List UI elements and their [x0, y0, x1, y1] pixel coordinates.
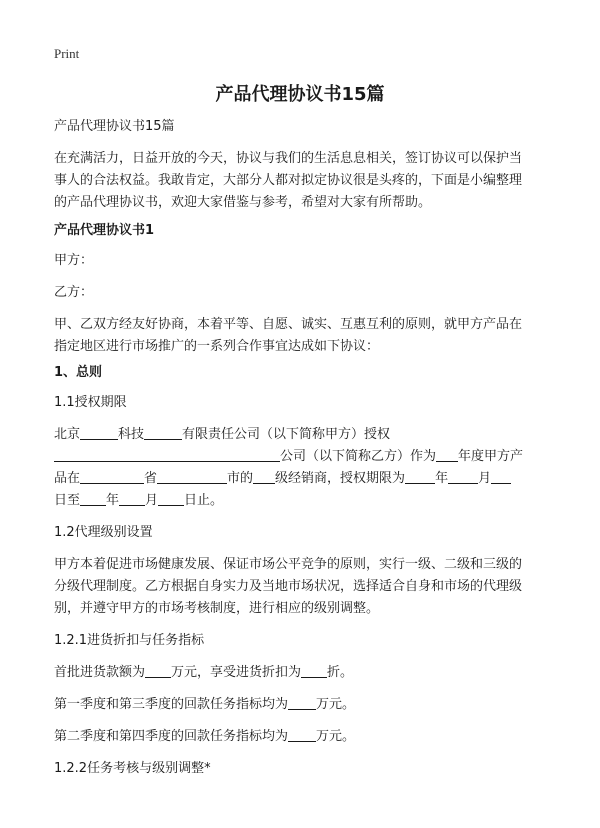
intro-line-2: 事人的合法权益。我敢肯定，大部分人都对拟定协议很是头疼的，下面是小编整理 — [54, 173, 523, 188]
print-label: Print — [54, 46, 80, 61]
blank-field — [80, 491, 106, 506]
auth-company-b: 公司（以下简称乙方）作为 — [280, 449, 437, 464]
blank-field — [288, 727, 316, 742]
level-line-3: 别，并遵守甲方的市场考核制度，进行相应的级别调整。 — [54, 601, 380, 616]
q1-q3-target-line — [54, 694, 355, 716]
auth-nian: 年 — [435, 471, 449, 486]
auth-line-4 — [54, 490, 223, 512]
q2-q4-target-line — [54, 726, 355, 748]
auth-line-1 — [54, 424, 390, 446]
blank-field — [80, 469, 144, 484]
first-batch-text-a: 首批进货款额为 — [54, 665, 146, 680]
auth-period-heading: 1.1授权期限 — [54, 395, 127, 410]
auth-nian-2: 年 — [106, 493, 120, 508]
auth-pin-zai: 品在 — [54, 471, 81, 486]
first-batch-text-b: 万元，享受进货折扣为 — [171, 665, 302, 680]
blank-field — [405, 469, 435, 484]
auth-line-3 — [54, 468, 511, 490]
blank-field — [80, 425, 118, 440]
auth-keji: 科技 — [118, 427, 145, 442]
auth-yue-2: 月 — [145, 493, 159, 508]
blank-field — [288, 695, 316, 710]
level-line-2: 分级代理制度。乙方根据自身实力及当地市场状况，选择适合自身和市场的代理级 — [54, 579, 523, 594]
q2-q4-text-b: 万元。 — [316, 729, 356, 744]
blank-field — [54, 447, 280, 462]
agreement-line-1: 甲、乙双方经友好协商，本着平等、自愿、诚实、互惠互利的原则，就甲方产品在 — [54, 317, 523, 332]
auth-company-a: 有限责任公司（以下简称甲方）授权 — [182, 427, 391, 442]
section-title: 产品代理协议书1 — [54, 223, 155, 238]
blank-field — [145, 663, 171, 678]
intro-line-1: 在充满活力，日益开放的今天，协议与我们的生活息息相关，签订协议可以保护当 — [54, 151, 523, 166]
auth-shi: 市的 — [227, 471, 254, 486]
first-batch-line — [54, 662, 353, 684]
blank-field — [253, 469, 275, 484]
blank-field — [144, 425, 182, 440]
auth-ri-end: 日止。 — [184, 493, 224, 508]
party-a-label: 甲方： — [54, 253, 94, 268]
discount-heading: 1.2.1进货折扣与任务指标 — [54, 633, 205, 648]
blank-field — [491, 469, 511, 484]
first-batch-text-c: 折。 — [327, 665, 354, 680]
q2-q4-text-a: 第二季度和第四季度的回款任务指标均为 — [54, 729, 289, 744]
intro-line-3: 的产品代理协议书，欢迎大家借鉴与参考，希望对大家有所帮助。 — [54, 195, 432, 210]
auth-yue: 月 — [478, 471, 492, 486]
q1-q3-text-a: 第一季度和第三季度的回款任务指标均为 — [54, 697, 289, 712]
assess-heading: 1.2.2任务考核与级别调整* — [54, 761, 211, 776]
general-heading: 1、总则 — [54, 365, 103, 380]
blank-field — [158, 491, 184, 506]
auth-year-party: 年度甲方产 — [458, 449, 524, 464]
auth-sheng: 省 — [144, 471, 158, 486]
blank-field — [301, 663, 327, 678]
subtitle: 产品代理协议书15篇 — [54, 119, 175, 134]
auth-beijing: 北京 — [54, 427, 81, 442]
level-heading: 1.2代理级别设置 — [54, 525, 153, 540]
blank-field — [157, 469, 227, 484]
party-b-label: 乙方： — [54, 285, 94, 300]
blank-field — [436, 447, 458, 462]
agreement-line-2: 指定地区进行市场推广的一系列合作事宜达成如下协议： — [54, 339, 380, 354]
auth-line-2 — [54, 446, 523, 468]
q1-q3-text-b: 万元。 — [316, 697, 356, 712]
document-title: 产品代理协议书15篇 — [215, 84, 385, 105]
auth-ri-zhi: 日至 — [54, 493, 81, 508]
auth-level-dist: 级经销商，授权期限为 — [275, 471, 406, 486]
level-line-1: 甲方本着促进市场健康发展、保证市场公平竞争的原则，实行一级、二级和三级的 — [54, 557, 523, 572]
blank-field — [448, 469, 478, 484]
blank-field — [119, 491, 145, 506]
